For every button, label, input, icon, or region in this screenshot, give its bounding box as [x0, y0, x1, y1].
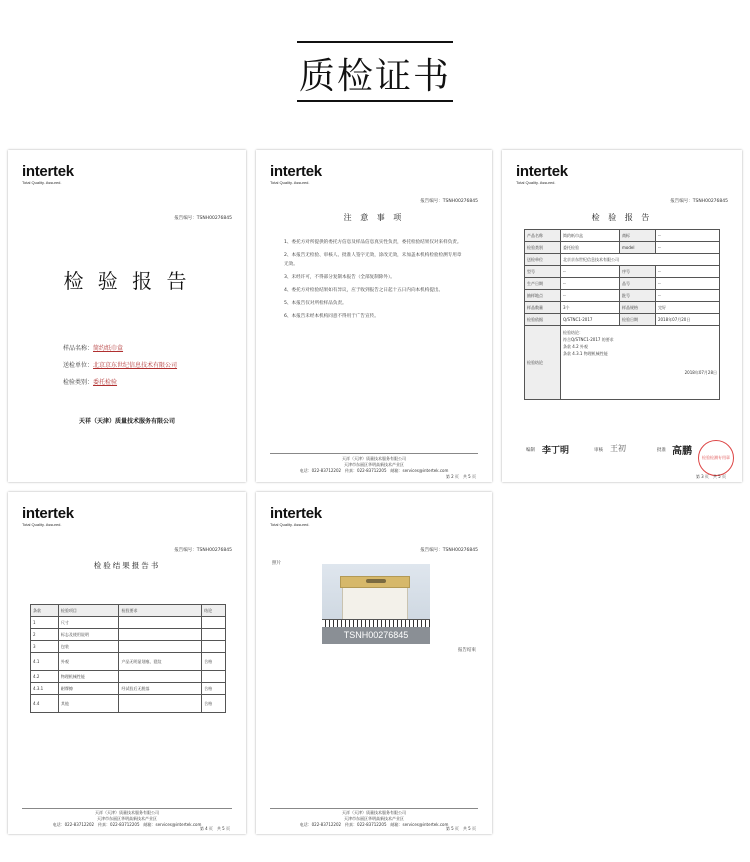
report-number: 报告编号：TSNH00276845 [174, 548, 232, 553]
signature-image: 高鹏 [672, 446, 692, 457]
sample-photo [322, 564, 430, 644]
title-bottom-rule [297, 100, 453, 102]
cover-title: 检 验 报 告 [63, 269, 191, 293]
page-footer: 天祥（天津）质量技术服务有限公司 天津市东丽区华明高新技术产业区 电话：022-83712202 传真：022-83712205 邮箱：services@intertek.com [299, 456, 449, 473]
table-row: 送检单位 北京京东世纪信息技术有限公司 [525, 254, 720, 266]
note-item: 2、本报告无检验、审核人、批准人签字无效，涂改无效，未加盖本机构检验检测专用章无效。 [284, 253, 462, 267]
page-footer: 天祥（天津）质量技术服务有限公司 天津市东丽区华明高新技术产业区 电话：022-83712202 传真：022-83712205 邮箱：services@intertek.com [52, 810, 202, 827]
results-table [30, 604, 226, 713]
table-row: 检验依据 Q/STNC1-2017 检验日期 2018年07月20日 [525, 314, 720, 326]
note-item: 3、未经许可，不得部分复制本报告（全部复制除外）。 [284, 275, 395, 280]
footer-rule [270, 453, 478, 454]
note-item: 5、本报告仅对所检样品负责。 [284, 301, 347, 306]
summary-table [524, 229, 720, 400]
table-row: 4.2 物理机械性能 [31, 671, 226, 683]
photo-caption: 照片 [272, 561, 281, 566]
report-page-summary [502, 150, 742, 482]
table-row: 生产日期 -- 品号 -- [525, 278, 720, 290]
signature-image: 李丁明 [542, 446, 570, 456]
field-inspection-type: 检验类别：委托检验 [63, 379, 118, 386]
report-number: 报告编号：TSNH00276845 [420, 199, 478, 204]
conclusion-cell: 检验结论： 符合Q/STNC1-2017 的要求 条款 4.2 外观 条款 4.3.1 物理机械性能 2018年07月28日 [560, 326, 719, 400]
table-header-row: 条款 检验项目 检验要求 结论 [31, 605, 226, 617]
note-item: 1、委托方对所提供的委托方信息及样品信息真实性负责，委托检验结果仅对来样负责。 [284, 240, 462, 245]
official-stamp: 检验检测专用章 [698, 440, 734, 476]
report-page-photo [256, 492, 492, 834]
signer-label: 审核 [594, 448, 603, 453]
page-title: 质检证书 [298, 56, 451, 97]
sample-id-label: TSNH00276845 [322, 627, 430, 644]
report-page-results [8, 492, 246, 834]
title-top-rule [297, 41, 453, 43]
signer-label: 编制 [526, 448, 535, 453]
report-end: 报告结束 [458, 648, 476, 653]
summary-title: 检 验 报 告 [591, 213, 653, 222]
page-number: 第 2 页 共 5 页 [445, 474, 476, 479]
table-row: 型号 -- 序号 -- [525, 266, 720, 278]
note-item: 4、委托方对检验结果如有异议，应于收到报告之日起十五日内向本机构提出。 [284, 288, 444, 293]
brand-tagline: Total Quality. Assured. [22, 180, 62, 185]
ruler [322, 619, 430, 627]
table-row: 样品数量 3个 样品规格 完好 [525, 302, 720, 314]
intertek-logo: intertek Total Quality. Assured. [270, 163, 322, 185]
report-page-notes [256, 150, 492, 482]
intertek-logo: intertek Total Quality. Assured. [22, 505, 74, 527]
table-row: 抽样地点 -- 批号 -- [525, 290, 720, 302]
header [0, 0, 750, 140]
field-sample-name: 样品名称：简约纸巾盒 [63, 345, 124, 352]
report-number: 报告编号：TSNH00276845 [420, 548, 478, 553]
notes-title: 注 意 事 项 [343, 213, 405, 222]
results-title: 检验结果报告书 [93, 561, 161, 570]
footer-rule [22, 808, 232, 809]
notes-list [284, 238, 464, 325]
field-submitter: 送检单位：北京京东世纪信息技术有限公司 [63, 362, 178, 369]
table-row: 检验结论 检验结论： 符合Q/STNC1-2017 的要求 条款 4.2 外观 条款 4.3.1 物理机械性能 2018年07月28日 [525, 326, 720, 400]
table-row: 1 尺寸 [31, 617, 226, 629]
table-row: 4.4 其他 合格 [31, 695, 226, 713]
report-number: 报告编号：TSNH00276845 [174, 216, 232, 221]
table-row: 检验类别 委托检验 model -- [525, 242, 720, 254]
page-footer: 天祥（天津）质量技术服务有限公司 天津市东丽区华明高新技术产业区 电话：022-83712202 传真：022-83712205 邮箱：services@intertek.com [299, 810, 449, 827]
note-item: 6、本报告未经本机构同意不得用于广告宣传。 [284, 314, 379, 319]
report-number: 报告编号：TSNH00276845 [670, 199, 728, 204]
page-number: 第 3 页 共 5 页 [695, 474, 726, 479]
sign-date: 2018年07月28日 [684, 370, 717, 375]
intertek-logo: intertek Total Quality. Assured. [270, 505, 322, 527]
company-name: 天祥（天津）质量技术服务有限公司 [78, 418, 175, 425]
table-row: 2 标志及使用说明 [31, 629, 226, 641]
signer-label: 批准 [657, 448, 666, 453]
signature-image: 王初 [610, 444, 626, 453]
intertek-logo: intertek Total Quality. Assured. [516, 163, 568, 185]
page-number: 第 4 页 共 5 页 [199, 826, 230, 831]
intertek-logo [22, 164, 74, 185]
table-row: 4.1 外观 产品无明显划痕、裂纹 合格 [31, 653, 226, 671]
table-row: 4.3.1 耐摩擦 经试验后无脱落 合格 [31, 683, 226, 695]
table-row: 产品名称 简约纸巾盒 商标 -- [525, 230, 720, 242]
tissue-box-slot [366, 579, 386, 583]
page-number: 第 5 页 共 5 页 [445, 826, 476, 831]
report-page-cover [8, 150, 246, 482]
table-row: 3 包装 [31, 641, 226, 653]
brand-name: intertek [22, 163, 74, 180]
footer-rule [270, 808, 478, 809]
